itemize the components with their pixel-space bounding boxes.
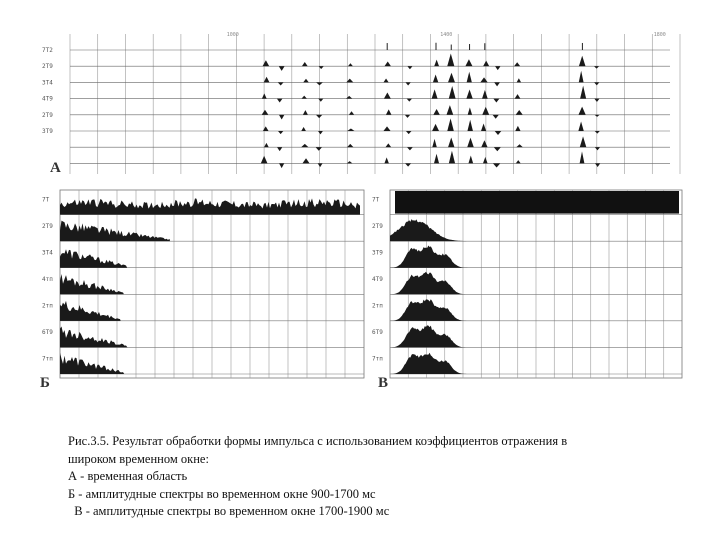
trace-pulse [517, 78, 521, 82]
spectrum-area [390, 325, 470, 347]
trace-pulse [302, 62, 308, 66]
spectrum-area [60, 221, 170, 242]
trace-pulse [405, 115, 410, 118]
trace-pulse [318, 131, 323, 134]
panel-b [40, 188, 372, 380]
trace-pulse [277, 99, 283, 103]
trace-pulse [383, 126, 390, 131]
trace-pulse [386, 109, 391, 114]
trace-pulse [261, 156, 268, 164]
trace-pulse [579, 71, 584, 83]
trace-pulse [515, 94, 521, 99]
trace-pulse [349, 111, 354, 115]
trace-label: 3Т4 [42, 249, 53, 257]
trace-pulse [447, 118, 454, 131]
trace-pulse [493, 163, 500, 167]
trace-pulse [447, 105, 454, 115]
trace-pulse [482, 90, 488, 99]
trace-label: 4тп [42, 276, 53, 283]
trace-pulse [579, 56, 586, 66]
trace-pulse [318, 163, 323, 167]
trace-pulse [384, 61, 391, 66]
panel-b-letter: Б [40, 375, 50, 391]
trace-pulse [483, 157, 488, 163]
trace-pulse [301, 144, 308, 147]
trace-pulse [384, 92, 391, 98]
trace-label: 2Т9 [372, 222, 383, 230]
trace-label: 6Т9 [42, 329, 53, 337]
trace-pulse [515, 126, 520, 131]
trace-pulse [514, 62, 520, 66]
trace-pulse [595, 115, 600, 117]
trace-pulse [578, 107, 585, 115]
trace-pulse [467, 72, 472, 83]
trace-pulse [406, 131, 412, 134]
trace-pulse [516, 110, 523, 115]
trace-pulse [595, 131, 600, 134]
trace-pulse [449, 86, 456, 99]
trace-pulse [493, 115, 499, 119]
trace-pulse [407, 66, 412, 69]
trace-pulse [466, 90, 472, 99]
trace-pulse [468, 155, 473, 163]
trace-pulse [279, 163, 284, 168]
spectrum-area [390, 299, 470, 321]
trace-pulse [264, 143, 269, 147]
spectrum-block [395, 191, 679, 214]
spectrum-area [390, 219, 510, 241]
trace-label: 3Т9 [372, 249, 383, 257]
trace-pulse [482, 107, 489, 115]
trace-label: 4Т9 [372, 276, 383, 283]
spectrum-area [390, 353, 470, 374]
trace-pulse [516, 144, 523, 147]
spectrum-area [60, 327, 127, 348]
trace-pulse [580, 86, 586, 99]
trace-pulse [494, 82, 500, 86]
trace-pulse [316, 82, 323, 85]
trace-pulse [303, 110, 308, 115]
trace-pulse [432, 139, 437, 147]
panel-b-plot [40, 188, 372, 380]
panel-a [40, 28, 690, 176]
trace-pulse [480, 77, 487, 82]
tick-label: 1000 [226, 32, 239, 38]
trace-pulse [448, 138, 454, 148]
trace-label: 3Т4 [42, 79, 53, 87]
panel-v-plot [370, 188, 690, 380]
trace-pulse [303, 79, 309, 83]
trace-pulse [348, 63, 353, 66]
trace-pulse [278, 131, 283, 134]
trace-label: 4Т9 [42, 95, 53, 103]
caption-line-4: Б - амплитудные спектры во временном окне 900-1700 мс [68, 486, 376, 501]
tick-label: 1400 [440, 32, 453, 38]
trace-pulse [347, 129, 354, 131]
trace-pulse [447, 54, 454, 67]
trace-pulse [494, 147, 501, 151]
trace-label: 2Т9 [42, 63, 53, 71]
trace-label: 7тп [42, 355, 53, 363]
trace-label: 2тп [372, 302, 383, 310]
trace-pulse [406, 82, 411, 85]
trace-pulse [316, 147, 322, 151]
panel-a-plot [40, 28, 690, 176]
panel-a-letter: А [50, 160, 61, 176]
figure-caption [68, 433, 668, 521]
spectrum-area [60, 353, 124, 374]
trace-pulse [434, 154, 439, 164]
trace-pulse [516, 160, 521, 163]
trace-pulse [580, 136, 587, 147]
trace-label: 7Т [42, 196, 50, 204]
trace-pulse [347, 144, 353, 147]
trace-pulse [432, 89, 438, 98]
trace-pulse [495, 131, 502, 135]
trace-pulse [448, 73, 455, 83]
trace-pulse [467, 138, 474, 148]
trace-pulse [263, 126, 269, 131]
trace-pulse [301, 127, 306, 131]
caption-line-2: широком временном окне: [68, 451, 209, 466]
caption-line-3: А - временная область [68, 469, 188, 483]
spectrum-area [390, 272, 470, 295]
panel-v [370, 188, 690, 380]
trace-pulse [578, 121, 583, 131]
spectrum-area [60, 274, 124, 294]
spectrum-area [60, 301, 121, 321]
trace-pulse [449, 151, 455, 164]
trace-pulse [405, 163, 411, 166]
trace-pulse [468, 107, 472, 114]
trace-pulse [278, 82, 284, 85]
trace-pulse [580, 151, 585, 163]
trace-pulse [302, 158, 309, 163]
trace-pulse [594, 82, 599, 85]
trace-label: 2Т9 [42, 111, 53, 119]
trace-label: 3Т9 [42, 128, 53, 135]
trace-label: 6Т9 [372, 329, 383, 337]
trace-pulse [318, 99, 323, 102]
trace-label: 7тп [372, 355, 383, 363]
trace-label: 7Т [372, 196, 380, 204]
trace-pulse [264, 77, 270, 83]
trace-pulse [495, 66, 500, 70]
trace-pulse [493, 99, 499, 103]
trace-pulse [595, 147, 600, 150]
trace-pulse [481, 123, 486, 131]
tick-label: 1800 [653, 32, 666, 38]
trace-pulse [384, 157, 388, 163]
trace-label: 2тп [42, 302, 53, 310]
trace-pulse [434, 60, 439, 67]
trace-pulse [347, 161, 352, 163]
trace-pulse [465, 59, 472, 66]
trace-pulse [262, 93, 267, 98]
trace-pulse [385, 143, 391, 147]
trace-pulse [407, 147, 413, 150]
trace-pulse [433, 74, 438, 82]
panel-v-letter: В [378, 375, 389, 391]
caption-line-1: Рис.3.5. Результат обработки формы импульса с использованием коэффициентов отражения в [68, 434, 568, 448]
trace-pulse [302, 96, 307, 99]
trace-label: 2Т9 [42, 222, 53, 230]
trace-pulse [432, 124, 439, 131]
trace-pulse [279, 115, 284, 120]
trace-pulse [383, 78, 388, 82]
trace-pulse [407, 99, 412, 102]
trace-pulse [467, 120, 472, 131]
trace-pulse [316, 115, 322, 118]
trace-pulse [481, 140, 487, 147]
trace-pulse [595, 163, 600, 167]
trace-pulse [433, 109, 439, 115]
trace-pulse [262, 110, 269, 115]
trace-pulse [594, 99, 599, 102]
caption-line-5: В - амплитудные спектры во временном окне 1700-1900 мс [68, 504, 390, 518]
trace-label: 7Т2 [42, 47, 53, 54]
trace-pulse [263, 60, 270, 66]
trace-pulse [279, 66, 285, 71]
spectrum-area [390, 245, 470, 267]
trace-pulse [277, 147, 282, 151]
trace-pulse [483, 61, 489, 67]
trace-pulse [594, 66, 599, 68]
spectrum-area [60, 198, 360, 214]
